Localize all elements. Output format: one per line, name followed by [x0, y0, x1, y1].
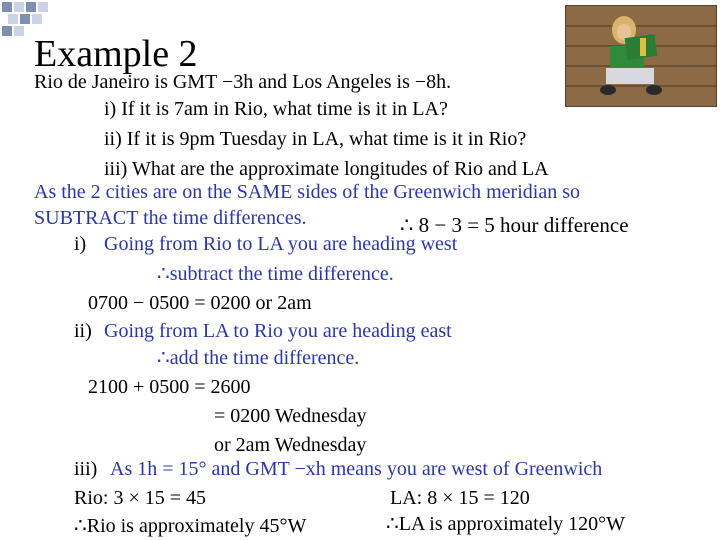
same-side-line-2: SUBTRACT the time differences.	[34, 207, 307, 229]
deco-square	[2, 2, 12, 12]
answer-2-add: ∴add the time difference.	[157, 347, 360, 369]
deco-square	[2, 26, 12, 36]
answer-1-label: i)	[74, 233, 87, 255]
rio-longitude: ∴Rio is approximately 45°W	[74, 515, 307, 537]
deco-square	[26, 2, 36, 12]
answer-2-result-1: = 0200 Wednesday	[214, 405, 367, 427]
deco-square	[38, 2, 48, 12]
deco-square	[20, 14, 30, 24]
intro-line: Rio de Janeiro is GMT −3h and Los Angeles is −8h.	[34, 71, 452, 93]
rio-calc: Rio: 3 × 15 = 45	[74, 487, 207, 509]
student-reading-book-photo	[565, 5, 717, 107]
deco-square	[14, 26, 24, 36]
answer-3-rule: As 1h = 15° and GMT −xh means you are west of Greenwich	[110, 458, 603, 480]
question-1: i) If it is 7am in Rio, what time is it in LA?	[104, 98, 448, 120]
answer-1-text: Going from Rio to LA you are heading west	[104, 233, 458, 255]
answer-1-calc: 0700 − 0500 = 0200 or 2am	[88, 292, 312, 314]
la-longitude: ∴LA is approximately 120°W	[386, 513, 626, 535]
deco-square	[14, 2, 24, 12]
answer-1-subtract: ∴subtract the time difference.	[157, 263, 394, 285]
deco-square	[32, 14, 42, 24]
question-3: iii) What are the approximate longitudes of Rio and LA	[104, 158, 549, 180]
slide-title: Example 2	[34, 33, 198, 75]
answer-2-calc: 2100 + 0500 = 2600	[88, 376, 251, 398]
hour-difference: ∴ 8 − 3 = 5 hour difference	[400, 213, 629, 237]
la-calc: LA: 8 × 15 = 120	[390, 487, 530, 509]
answer-2-label: ii)	[74, 320, 92, 342]
same-side-line-1: As the 2 cities are on the SAME sides of the Greenwich meridian so	[34, 181, 580, 203]
deco-square	[8, 14, 18, 24]
answer-2-text: Going from LA to Rio you are heading east	[104, 320, 452, 342]
answer-2-result-2: or 2am Wednesday	[214, 434, 367, 456]
question-2: ii) If it is 9pm Tuesday in LA, what time is it in Rio?	[104, 128, 527, 150]
answer-3-label: iii)	[74, 458, 98, 480]
